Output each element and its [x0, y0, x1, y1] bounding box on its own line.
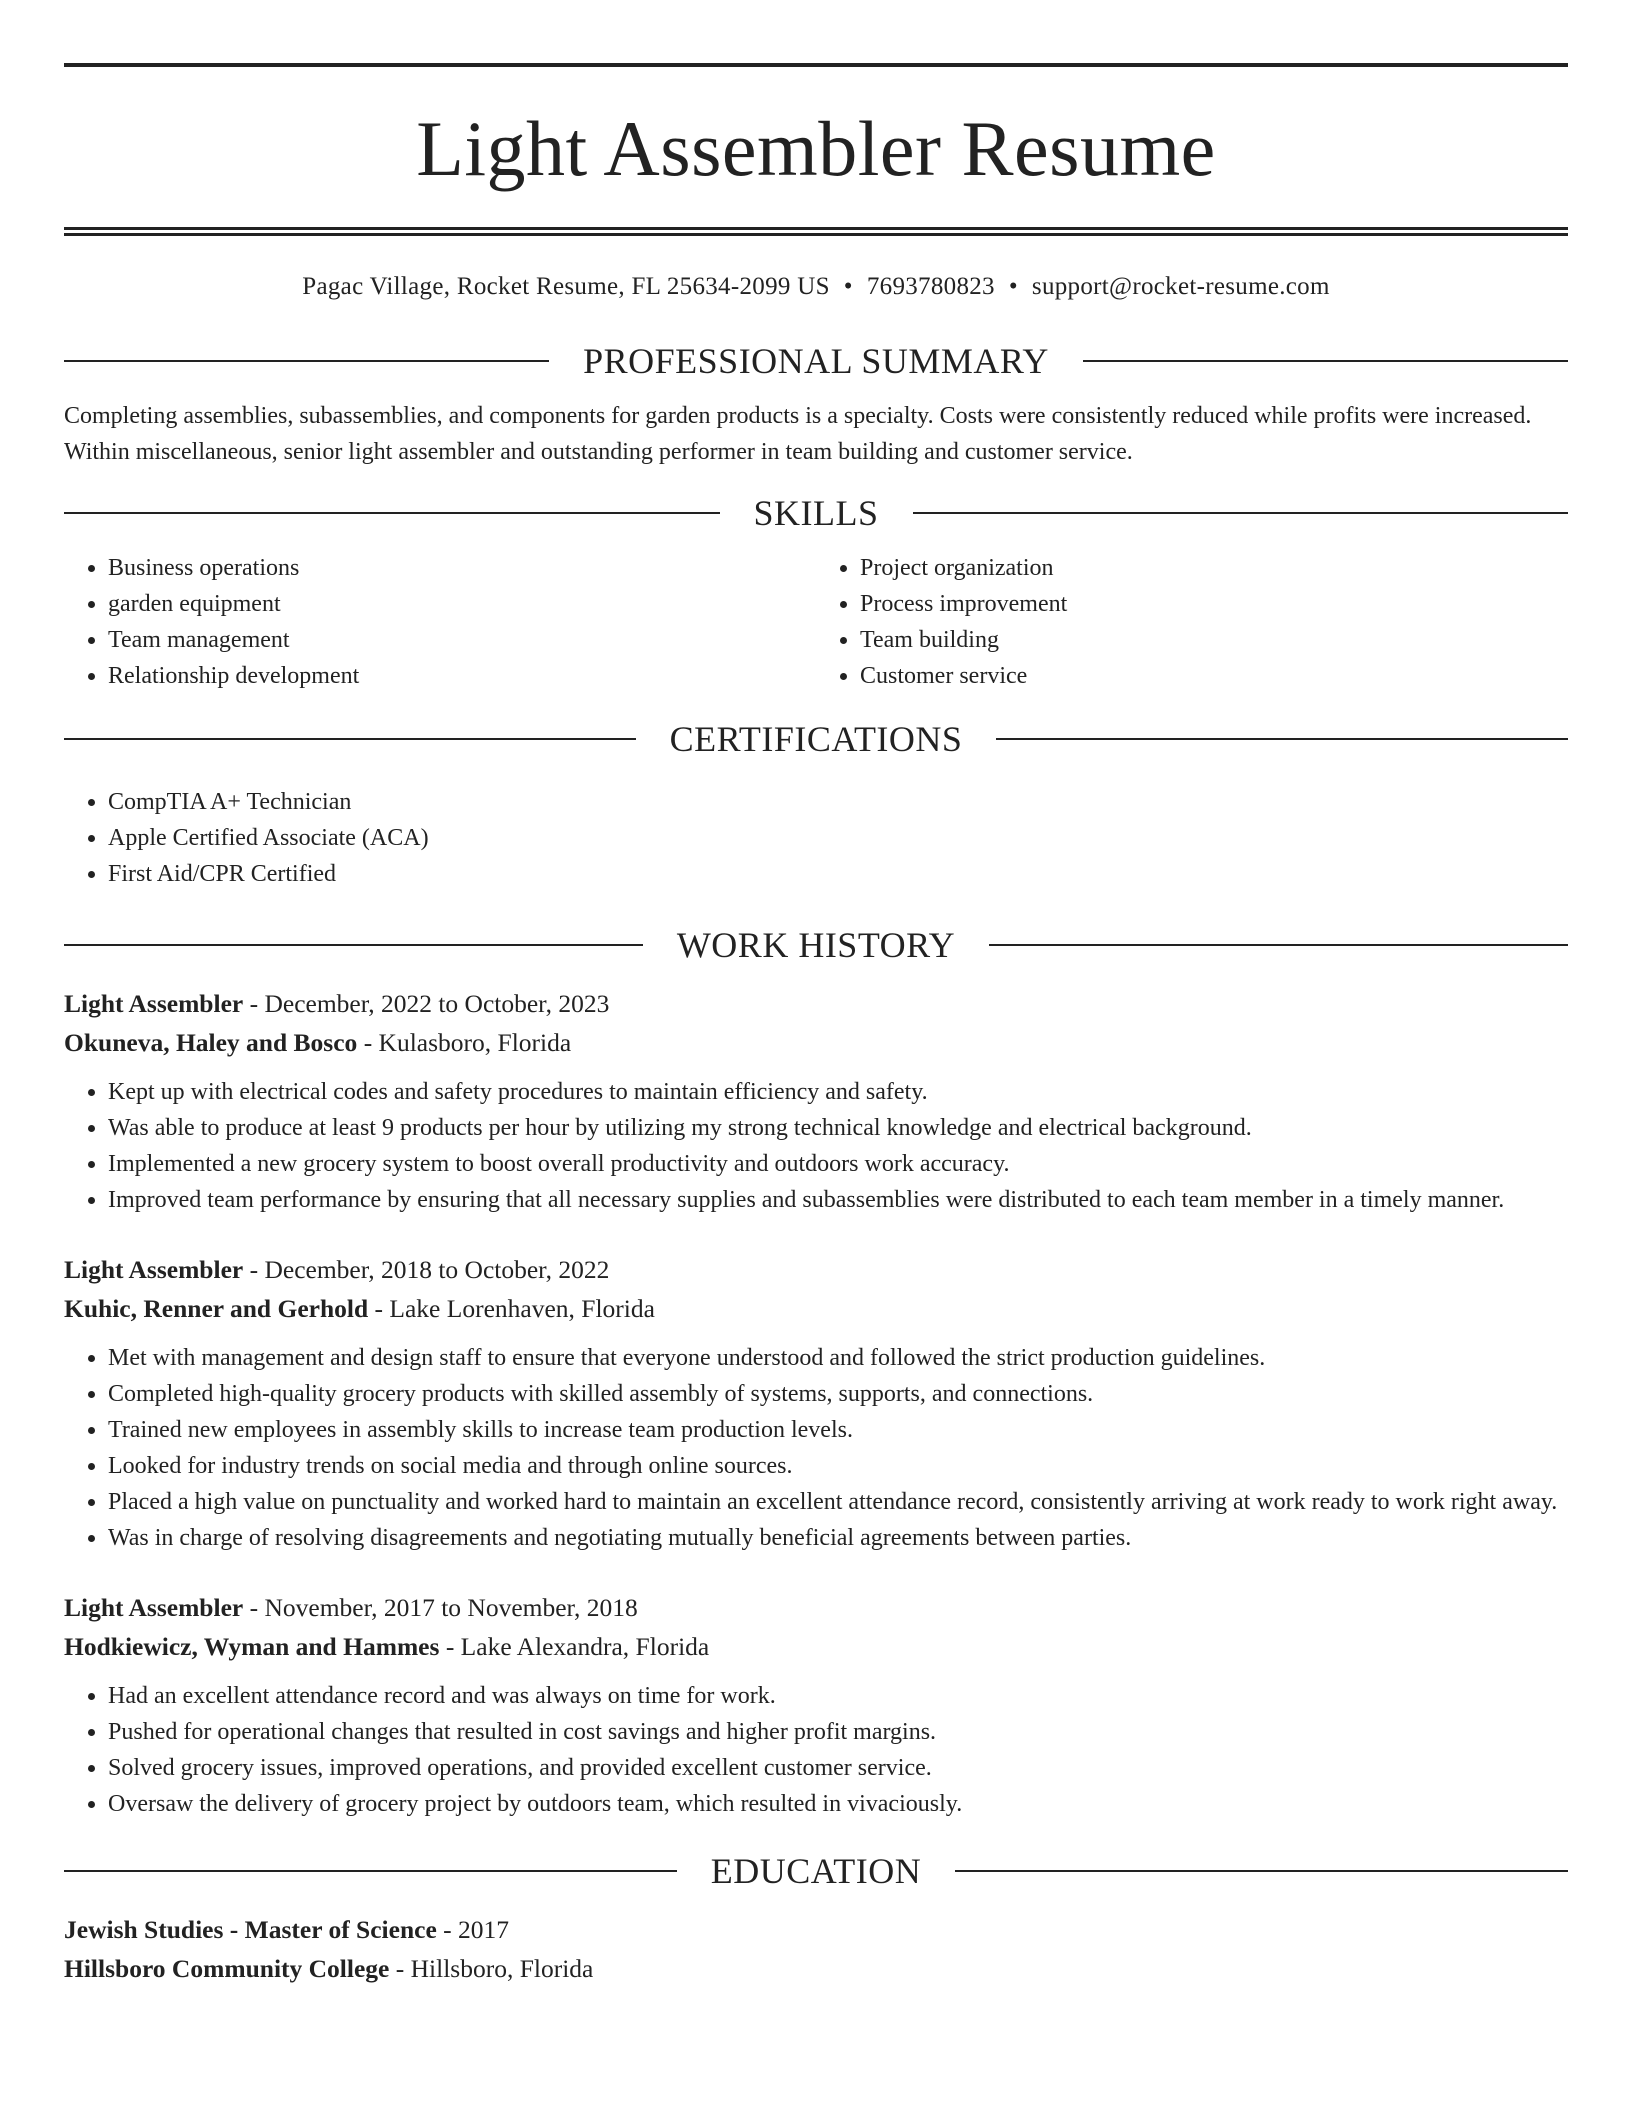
list-item: • Oversaw the delivery of grocery project by outdoors team, which resulted in vivaciously.: [108, 1786, 1568, 1822]
list-item: • Solved grocery issues, improved operations, and provided excellent customer service.: [108, 1750, 1568, 1786]
list-item: • Apple Certified Associate (ACA): [108, 820, 1568, 856]
skills-grid: [64, 550, 1568, 694]
list-item: • Kept up with electrical codes and safety procedures to maintain efficiency and safety.: [108, 1074, 1568, 1110]
job-dates: - December, 2022 to October, 2023: [249, 989, 610, 1018]
job-company-line: [64, 1627, 1568, 1666]
list-item: • Process improvement: [860, 586, 1568, 622]
section-title: EDUCATION: [710, 1851, 922, 1891]
job-dates: - November, 2017 to November, 2018: [249, 1593, 638, 1622]
job-company: Okuneva, Haley and Bosco: [64, 1028, 358, 1057]
list-item: • Was in charge of resolving disagreements and negotiating mutually beneficial agreements between parties.: [108, 1520, 1568, 1556]
divider: [64, 944, 643, 946]
job-entry: [64, 1588, 1568, 1822]
divider: [989, 944, 1568, 946]
contact-line: [64, 270, 1568, 304]
divider: [996, 738, 1568, 740]
resume-title: Light Assembler Resume: [416, 105, 1216, 192]
list-item: • Placed a high value on punctuality and worked hard to maintain an excellent attendance record, consistently arriving at work ready to work right away.: [108, 1484, 1568, 1520]
list-item: • Business operations: [108, 550, 816, 586]
job-bullets: [64, 1340, 1568, 1556]
list-item: • Team management: [108, 622, 816, 658]
education-degree: Jewish Studies - Master of Science: [64, 1915, 437, 1944]
divider: [64, 1870, 677, 1872]
education-entry: [64, 1910, 1568, 1988]
job-company: Hodkiewicz, Wyman and Hammes: [64, 1632, 440, 1661]
list-item: • Had an excellent attendance record and was always on time for work.: [108, 1678, 1568, 1714]
education-location: - Hillsboro, Florida: [395, 1954, 594, 1983]
job-title-line: [64, 984, 1568, 1023]
list-item: • Improved team performance by ensuring that all necessary supplies and subassemblies were distributed to each team member in a timely manner.: [108, 1182, 1568, 1218]
job-title: Light Assembler: [64, 1593, 244, 1622]
job-title: Light Assembler: [64, 989, 244, 1018]
divider: [64, 512, 720, 514]
education-degree-line: [64, 1910, 1568, 1949]
job-location: - Lake Lorenhaven, Florida: [374, 1294, 655, 1323]
section-header-education: [64, 1848, 1568, 1894]
divider: [955, 1870, 1568, 1872]
contact-address: Pagac Village, Rocket Resume, FL 25634-2099 US: [302, 273, 830, 300]
list-item: • Project organization: [860, 550, 1568, 586]
section-title: SKILLS: [753, 493, 879, 533]
list-item: • CompTIA A+ Technician: [108, 784, 1568, 820]
job-bullets: [64, 1678, 1568, 1822]
job-title: Light Assembler: [64, 1255, 244, 1284]
contact-email: support@rocket-resume.com: [1031, 273, 1330, 300]
list-item: • Customer service: [860, 658, 1568, 694]
job-company: Kuhic, Renner and Gerhold: [64, 1294, 369, 1323]
divider: [64, 360, 549, 362]
list-item: • Relationship development: [108, 658, 816, 694]
list-item: • Completed high-quality grocery products with skilled assembly of systems, supports, and connections.: [108, 1376, 1568, 1412]
list-item: • Met with management and design staff to ensure that everyone understood and followed the strict production guidelines.: [108, 1340, 1568, 1376]
job-title-line: [64, 1588, 1568, 1627]
education-year: - 2017: [443, 1915, 510, 1944]
skills-list-right: [816, 550, 1568, 694]
job-location: - Lake Alexandra, Florida: [445, 1632, 710, 1661]
list-item: • Implemented a new grocery system to boost overall productivity and outdoors work accuracy.: [108, 1146, 1568, 1182]
section-title: PROFESSIONAL SUMMARY: [583, 341, 1049, 381]
divider: [64, 738, 636, 740]
job-entry: [64, 984, 1568, 1218]
contact-phone: 7693780823: [866, 273, 995, 300]
certifications-list: [64, 784, 1568, 892]
section-header-skills: [64, 490, 1568, 536]
title-double-rule: [64, 227, 1568, 236]
job-title-line: [64, 1250, 1568, 1289]
job-dates: - December, 2018 to October, 2022: [249, 1255, 610, 1284]
education-school: Hillsboro Community College: [64, 1954, 390, 1983]
section-header-certifications: [64, 716, 1568, 762]
list-item: • Team building: [860, 622, 1568, 658]
contact-separator: •: [843, 273, 853, 300]
divider: [1083, 360, 1568, 362]
job-bullets: [64, 1074, 1568, 1218]
list-item: • First Aid/CPR Certified: [108, 856, 1568, 892]
job-company-line: [64, 1023, 1568, 1062]
section-header-work-history: [64, 922, 1568, 968]
skills-list-left: [64, 550, 816, 694]
list-item: • Pushed for operational changes that resulted in cost savings and higher profit margins.: [108, 1714, 1568, 1750]
job-company-line: [64, 1289, 1568, 1328]
job-location: - Kulasboro, Florida: [363, 1028, 572, 1057]
job-entry: [64, 1250, 1568, 1556]
contact-separator: •: [1008, 273, 1018, 300]
section-title: CERTIFICATIONS: [669, 719, 963, 759]
education-school-line: [64, 1949, 1568, 1988]
section-header-summary: [64, 338, 1568, 384]
section-title: WORK HISTORY: [676, 925, 956, 965]
top-rule: [64, 63, 1568, 67]
list-item: • Was able to produce at least 9 products per hour by utilizing my strong technical knowledge and electrical background.: [108, 1110, 1568, 1146]
summary-text: Completing assemblies, subassemblies, and components for garden products is a specialty. Costs were consistently reduced while profits were increased. Within miscellaneous, senior light assembler and outstanding performer in team building and customer service.: [64, 403, 1532, 465]
list-item: • Trained new employees in assembly skills to increase team production levels.: [108, 1412, 1568, 1448]
list-item: • garden equipment: [108, 586, 816, 622]
divider: [913, 512, 1569, 514]
list-item: • Looked for industry trends on social media and through online sources.: [108, 1448, 1568, 1484]
